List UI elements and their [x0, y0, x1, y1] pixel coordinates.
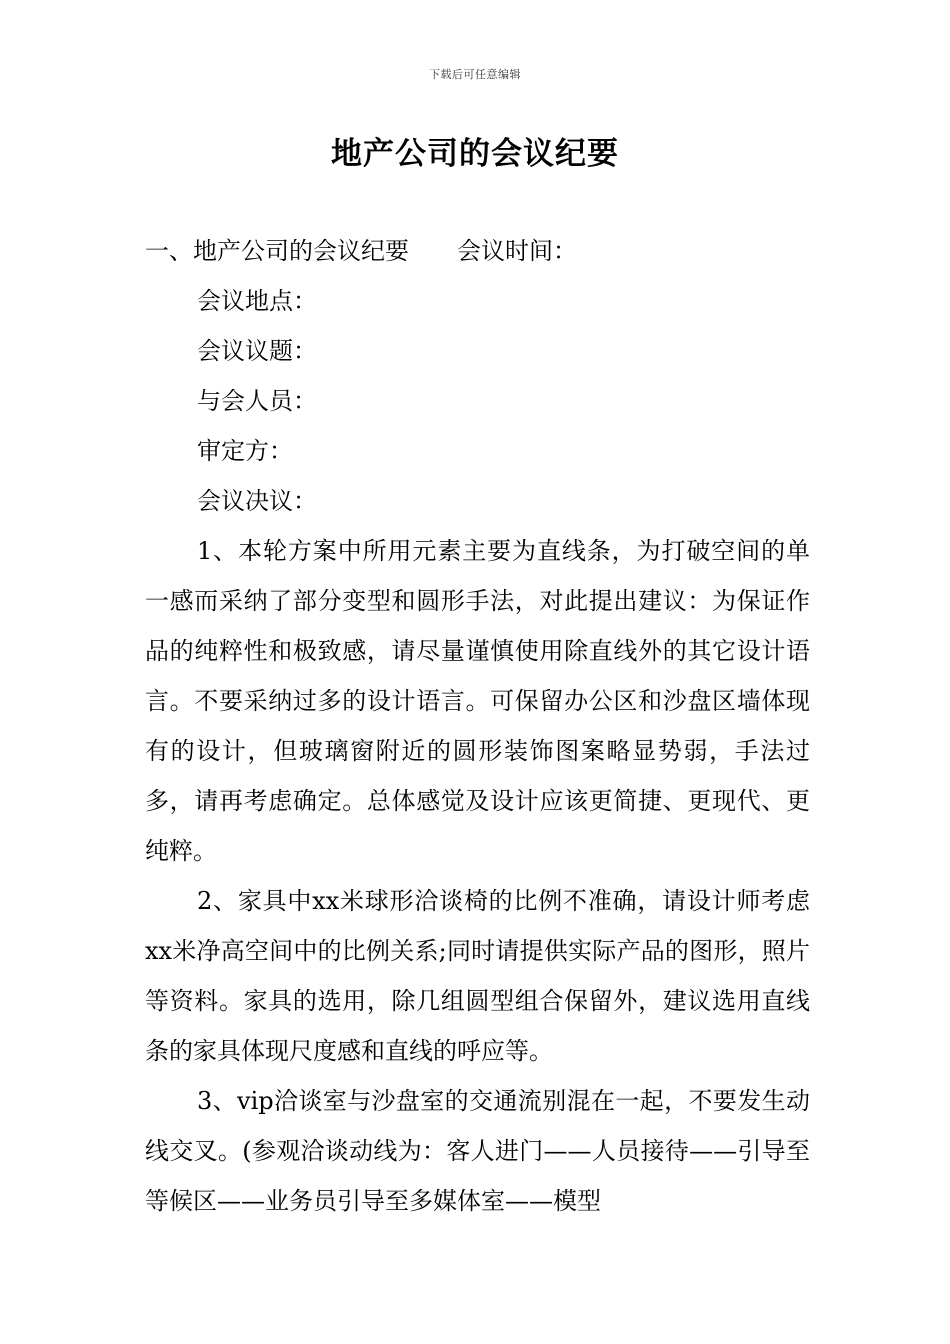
- header-note: 下载后可任意编辑: [429, 68, 521, 81]
- document-title: 地产公司的会议纪要: [331, 136, 619, 172]
- field-meeting-location: 会议地点：: [197, 287, 317, 315]
- resolution-paragraph-1: 1、本轮方案中所用元素主要为直线条，为打破空间的单一感而采纳了部分变型和圆形手法，对此提出建议：为保证作品的纯粹性和极致感，请尽量谨慎使用除直线外的其它设计语言。不要采纳过多的设计语言。可保留办公区和沙盘区墙体现有的设计，但玻璃窗附近的圆形装饰图案略显势弱，手法过多，请再考虑确定。总体感觉及设计应该更简捷、更现代、更纯粹。: [145, 537, 810, 865]
- section-heading-label: 一、地产公司的会议纪要: [145, 237, 409, 265]
- field-approver: 审定方：: [197, 437, 293, 465]
- section-heading: [145, 226, 810, 276]
- resolution-paragraph-3: 3、vip洽谈室与沙盘室的交通流别混在一起，不要发生动线交叉。(参观洽谈动线为：客人进门——人员接待——引导至等候区——业务员引导至多媒体室——模型: [145, 1087, 810, 1215]
- document-body: [145, 226, 810, 1226]
- field-meeting-topic: 会议议题：: [197, 337, 317, 365]
- field-attendees: 与会人员：: [197, 387, 317, 415]
- field-resolutions: 会议决议：: [197, 487, 317, 515]
- meeting-time-label: 会议时间：: [457, 237, 577, 265]
- resolution-paragraph-2: 2、家具中xx米球形洽谈椅的比例不准确，请设计师考虑xx米净高空间中的比例关系;同时请提供实际产品的图形，照片等资料。家具的选用，除几组圆型组合保留外，建议选用直线条的家具体现尺度感和直线的呼应等。: [145, 887, 810, 1065]
